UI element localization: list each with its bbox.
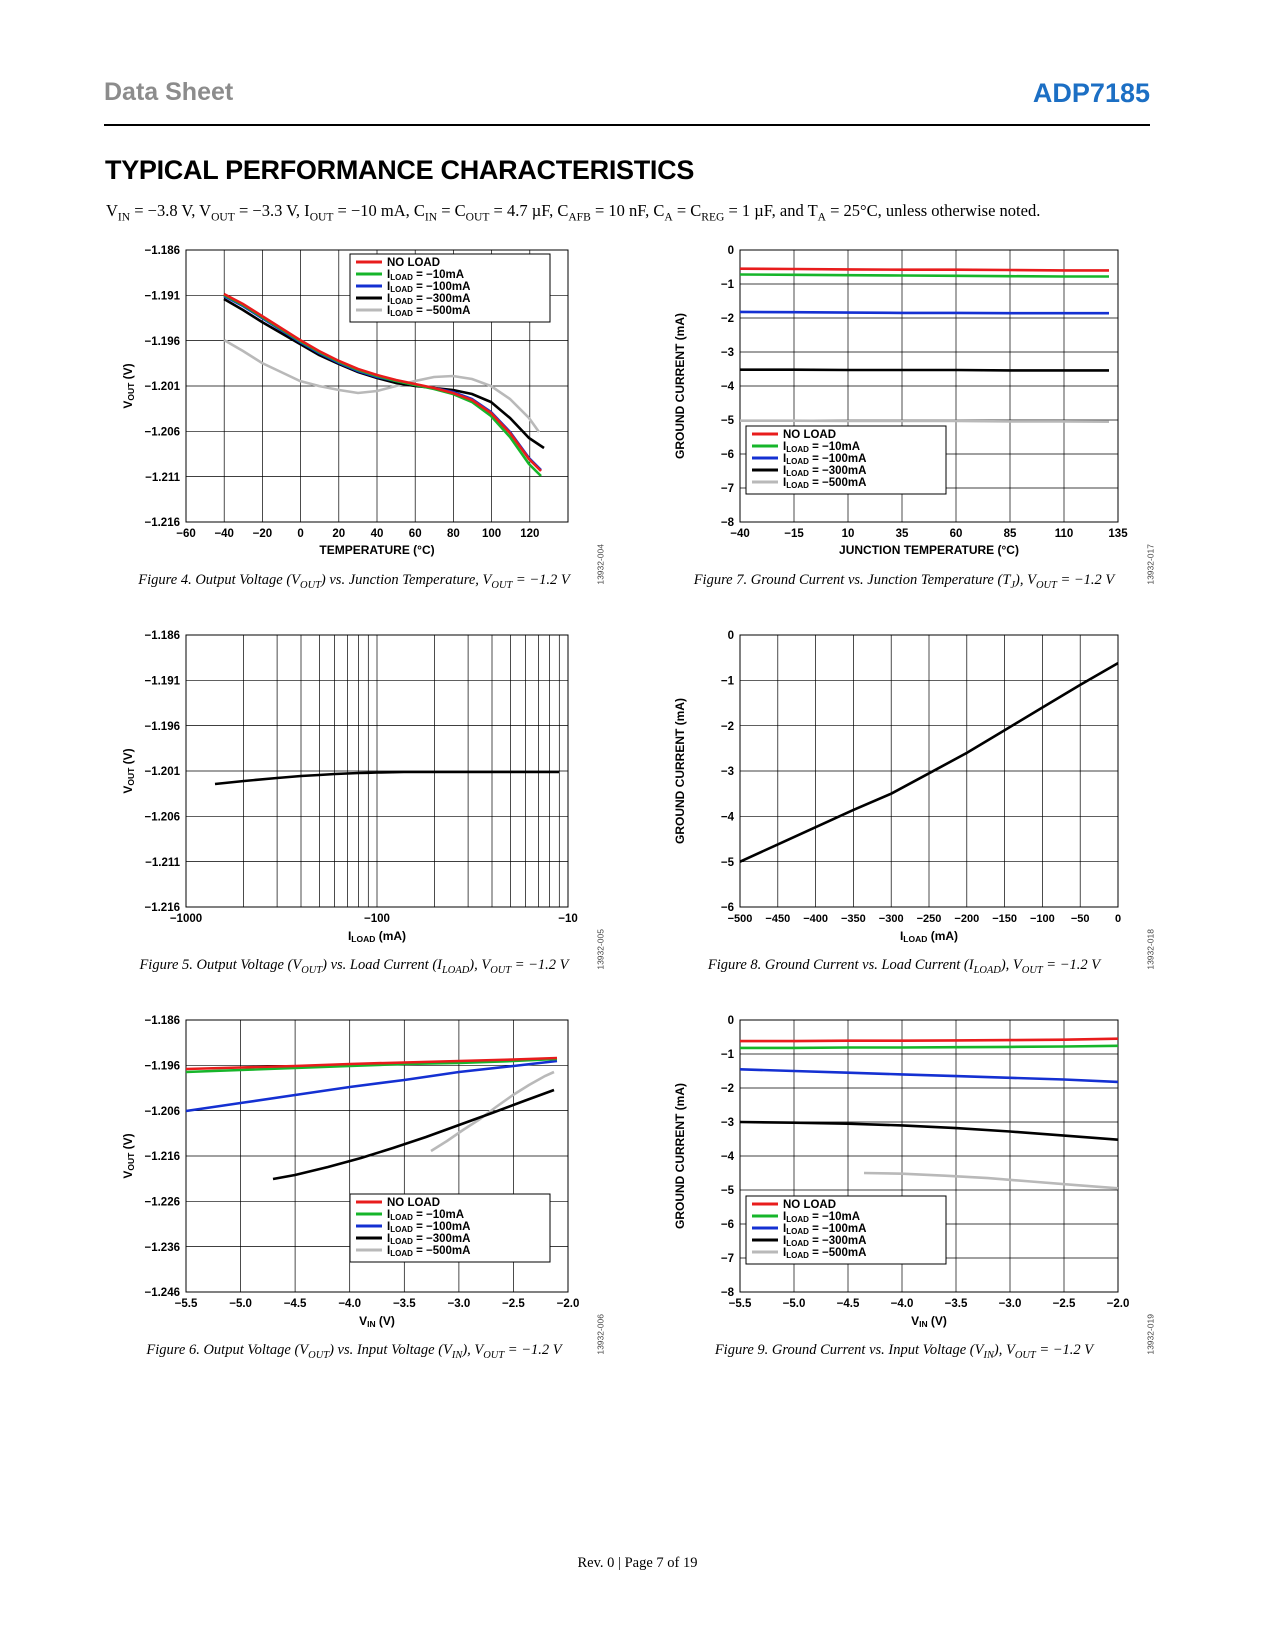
svg-text:ILOAD = −100mA: ILOAD = −100mA: [387, 1220, 471, 1234]
svg-text:−1.216: −1.216: [144, 901, 180, 914]
svg-text:ILOAD = −300mA: ILOAD = −300mA: [783, 1234, 867, 1248]
figure-5: [104, 621, 604, 976]
figure-row-1: [104, 236, 1154, 591]
svg-text:−250: −250: [916, 912, 942, 925]
svg-text:−7: −7: [720, 483, 734, 495]
svg-text:−15: −15: [784, 528, 804, 540]
svg-text:−1.206: −1.206: [144, 426, 180, 439]
figure-9-idcode: 13932-019: [1146, 1313, 1156, 1355]
figure-4-legend: [350, 254, 550, 322]
svg-text:ILOAD = −10mA: ILOAD = −10mA: [387, 1208, 465, 1222]
svg-text:ILOAD (mA): ILOAD (mA): [899, 928, 959, 944]
svg-text:−1.216: −1.216: [144, 1150, 180, 1163]
svg-text:−400: −400: [803, 912, 828, 925]
svg-text:0: 0: [297, 528, 304, 540]
svg-text:−1.186: −1.186: [144, 629, 180, 642]
figure-9-caption: Figure 9. Ground Current vs. Input Voltage $(V_{IN})$, $V_{OUT} = -1.2$ V: [714, 1341, 1094, 1361]
part-number-label: ADP7185: [1032, 78, 1150, 108]
figure-row-2: [104, 621, 1154, 976]
svg-text:−1: −1: [720, 279, 734, 291]
svg-text:110: 110: [1054, 528, 1074, 540]
svg-text:40: 40: [370, 528, 384, 540]
svg-text:−1.191: −1.191: [144, 675, 180, 688]
svg-text:−1.186: −1.186: [144, 245, 180, 257]
svg-text:100: 100: [482, 528, 502, 540]
svg-text:−7: −7: [720, 1252, 734, 1265]
svg-text:−40: −40: [730, 528, 750, 540]
svg-text:−1: −1: [720, 675, 734, 688]
svg-text:−4: −4: [720, 381, 734, 393]
svg-text:−150: −150: [992, 912, 1017, 925]
figure-9-legend: [746, 1196, 946, 1264]
figure-4-idcode: 13932-004: [596, 544, 606, 585]
svg-text:ILOAD = −500mA: ILOAD = −500mA: [387, 305, 471, 318]
document-type-label: Data Sheet: [104, 78, 234, 106]
svg-text:−1.201: −1.201: [144, 766, 180, 779]
svg-text:−6: −6: [720, 901, 734, 914]
svg-text:−4.5: −4.5: [283, 1297, 307, 1310]
svg-text:GROUND CURRENT (mA): GROUND CURRENT (mA): [673, 313, 687, 459]
svg-text:ILOAD = −300mA: ILOAD = −300mA: [387, 293, 471, 306]
figure-7-caption: Figure 7. Ground Current vs. Junction Temperature $(T_J)$, $V_{OUT} = -1.2$ V: [693, 572, 1115, 591]
svg-text:−6: −6: [720, 449, 734, 461]
svg-text:ILOAD = −100mA: ILOAD = −100mA: [783, 1222, 867, 1236]
svg-text:VIN (V): VIN (V): [911, 1313, 947, 1329]
svg-text:ILOAD = −100mA: ILOAD = −100mA: [387, 281, 471, 294]
page-header: [104, 78, 1150, 126]
svg-text:−1.236: −1.236: [144, 1241, 180, 1254]
svg-text:ILOAD = −500mA: ILOAD = −500mA: [783, 1246, 867, 1260]
svg-text:−5: −5: [720, 415, 734, 427]
figure-8-caption: Figure 8. Ground Current vs. Load Current $(I_{LOAD})$, $V_{OUT} = -1.2$ V: [707, 956, 1101, 976]
svg-text:ILOAD = −300mA: ILOAD = −300mA: [783, 465, 867, 478]
svg-text:−3.0: −3.0: [447, 1297, 471, 1310]
figure-5-idcode: 13932-005: [596, 928, 606, 970]
figure-7: [654, 236, 1154, 591]
svg-text:−40: −40: [214, 528, 234, 540]
figure-6: [104, 1006, 604, 1361]
svg-text:−1.201: −1.201: [144, 381, 180, 394]
svg-text:−60: −60: [176, 528, 196, 540]
svg-text:NO LOAD: NO LOAD: [783, 1198, 837, 1211]
svg-text:−3: −3: [720, 766, 734, 779]
figure-row-3: [104, 1006, 1154, 1361]
svg-text:−1.226: −1.226: [144, 1196, 180, 1209]
svg-text:−450: −450: [765, 912, 791, 925]
svg-text:−100: −100: [364, 912, 390, 925]
svg-text:−3: −3: [720, 347, 734, 359]
svg-text:−1: −1: [720, 1048, 734, 1061]
figure-7-idcode: 13932-017: [1146, 544, 1156, 585]
svg-text:−1.196: −1.196: [144, 335, 180, 348]
svg-text:−350: −350: [841, 912, 866, 925]
svg-text:−100: −100: [1030, 912, 1055, 925]
figure-9: [654, 1006, 1154, 1361]
svg-text:TEMPERATURE (°C): TEMPERATURE (°C): [319, 543, 435, 557]
svg-text:−1.246: −1.246: [144, 1286, 180, 1299]
svg-text:−5: −5: [720, 856, 734, 869]
svg-text:−5.5: −5.5: [728, 1297, 752, 1310]
svg-text:VOUT (V): VOUT (V): [121, 1133, 136, 1179]
svg-text:80: 80: [447, 528, 460, 540]
svg-text:−2.0: −2.0: [1106, 1297, 1130, 1310]
svg-text:−1.196: −1.196: [144, 720, 180, 733]
svg-text:ILOAD = −100mA: ILOAD = −100mA: [783, 453, 867, 466]
svg-text:−4: −4: [720, 1150, 734, 1163]
svg-text:−10: −10: [558, 912, 578, 925]
svg-text:−4.0: −4.0: [338, 1297, 362, 1310]
figure-7-legend: [746, 426, 946, 494]
figure-5-caption: Figure 5. Output Voltage $(V_{OUT})$ vs. Load Current $(I_{LOAD})$, $V_{OUT} = -1.2$ V: [139, 956, 569, 976]
svg-text:−5.0: −5.0: [782, 1297, 806, 1310]
figure-8: [654, 621, 1154, 976]
svg-text:−1.211: −1.211: [145, 471, 180, 484]
svg-text:NO LOAD: NO LOAD: [387, 257, 441, 269]
svg-text:−2: −2: [720, 1082, 734, 1095]
svg-text:−1.211: −1.211: [145, 856, 180, 869]
svg-text:GROUND CURRENT (mA): GROUND CURRENT (mA): [673, 1082, 687, 1229]
svg-text:−2.5: −2.5: [1052, 1297, 1076, 1310]
svg-text:−2.0: −2.0: [556, 1297, 580, 1310]
svg-text:−5: −5: [720, 1184, 734, 1197]
svg-text:NO LOAD: NO LOAD: [387, 1196, 441, 1209]
svg-text:ILOAD (mA): ILOAD (mA): [347, 928, 407, 944]
svg-text:60: 60: [408, 528, 422, 540]
figure-6-caption: Figure 6. Output Voltage $(V_{OUT})$ vs. Input Voltage $(V_{IN})$, $V_{OUT} = -1.2$ V: [146, 1341, 562, 1361]
svg-text:ILOAD = −10mA: ILOAD = −10mA: [783, 441, 861, 454]
svg-text:0: 0: [727, 245, 734, 257]
svg-text:85: 85: [1003, 528, 1017, 540]
svg-text:−2.5: −2.5: [502, 1297, 525, 1310]
svg-text:−3.5: −3.5: [944, 1297, 968, 1310]
svg-text:60: 60: [949, 528, 963, 540]
page-title: TYPICAL PERFORMANCE CHARACTERISTICS: [105, 155, 695, 185]
svg-text:120: 120: [520, 528, 540, 540]
svg-text:−2: −2: [720, 313, 734, 325]
svg-text:10: 10: [841, 528, 855, 540]
svg-text:−50: −50: [1070, 912, 1090, 925]
svg-text:JUNCTION TEMPERATURE (°C): JUNCTION TEMPERATURE (°C): [839, 543, 1019, 557]
svg-text:ILOAD = −10mA: ILOAD = −10mA: [387, 269, 465, 282]
svg-text:−5.5: −5.5: [174, 1297, 198, 1310]
svg-text:−1.186: −1.186: [144, 1014, 180, 1027]
figure-4-caption: Figure 4. Output Voltage $(V_{OUT})$ vs. Junction Temperature, $V_{OUT} = -1.2$ V: [138, 572, 570, 591]
svg-text:−1.191: −1.191: [144, 290, 180, 303]
svg-text:ILOAD = −300mA: ILOAD = −300mA: [387, 1232, 471, 1246]
svg-text:−3.5: −3.5: [392, 1297, 416, 1310]
figure-8-idcode: 13932-018: [1146, 928, 1156, 970]
svg-text:0: 0: [1114, 912, 1122, 925]
svg-text:135: 135: [1108, 528, 1128, 540]
test-conditions-text: $V_{IN} = -3.8$ V, $V_{OUT} = -3.3$ V, $I_{OUT} = -10$ mA, $C_{IN} = C_{OUT} = 4.7$ µF, $C_{AFB} = 10$ nF, $C_A = C_{REG} = 1$ µF, and $T_A = 25^\circ C$, unless otherwise noted.: [106, 201, 1041, 224]
figure-6-idcode: 13932-006: [596, 1313, 606, 1355]
svg-text:ILOAD = −10mA: ILOAD = −10mA: [783, 1210, 861, 1224]
svg-text:35: 35: [895, 528, 909, 540]
svg-text:NO LOAD: NO LOAD: [783, 429, 837, 441]
svg-text:ILOAD = −500mA: ILOAD = −500mA: [783, 477, 867, 490]
svg-text:−1.206: −1.206: [144, 1105, 180, 1118]
svg-text:GROUND CURRENT (mA): GROUND CURRENT (mA): [673, 697, 687, 844]
svg-text:−5.0: −5.0: [229, 1297, 252, 1310]
svg-text:VOUT (V): VOUT (V): [121, 748, 136, 794]
svg-text:−3: −3: [720, 1116, 734, 1129]
svg-text:−1000: −1000: [169, 912, 203, 925]
svg-text:−3.0: −3.0: [998, 1297, 1022, 1310]
page-footer: Rev. 0 | Page 7 of 19: [577, 1555, 698, 1571]
figure-grid: [104, 236, 1154, 1361]
svg-text:−4.0: −4.0: [890, 1297, 914, 1310]
svg-text:0: 0: [727, 629, 734, 642]
svg-text:0: 0: [727, 1014, 734, 1027]
svg-text:−1.216: −1.216: [144, 517, 180, 529]
figure-6-legend: [350, 1194, 550, 1262]
svg-text:−1.206: −1.206: [144, 811, 180, 824]
svg-text:−20: −20: [252, 528, 273, 540]
svg-text:−500: −500: [727, 912, 753, 925]
svg-text:−1.196: −1.196: [144, 1060, 180, 1073]
figure-4: [104, 236, 604, 591]
svg-text:−4: −4: [720, 811, 734, 824]
svg-text:20: 20: [332, 528, 346, 540]
svg-text:−4.5: −4.5: [836, 1297, 860, 1310]
svg-text:−8: −8: [720, 1286, 734, 1299]
svg-text:VOUT (V): VOUT (V): [121, 363, 136, 409]
svg-text:−2: −2: [720, 720, 734, 733]
svg-text:−8: −8: [720, 517, 734, 529]
svg-text:ILOAD = −500mA: ILOAD = −500mA: [387, 1244, 471, 1258]
svg-text:−300: −300: [878, 912, 904, 925]
svg-text:−6: −6: [720, 1218, 734, 1231]
svg-text:−200: −200: [954, 912, 980, 925]
svg-text:VIN (V): VIN (V): [359, 1313, 395, 1329]
